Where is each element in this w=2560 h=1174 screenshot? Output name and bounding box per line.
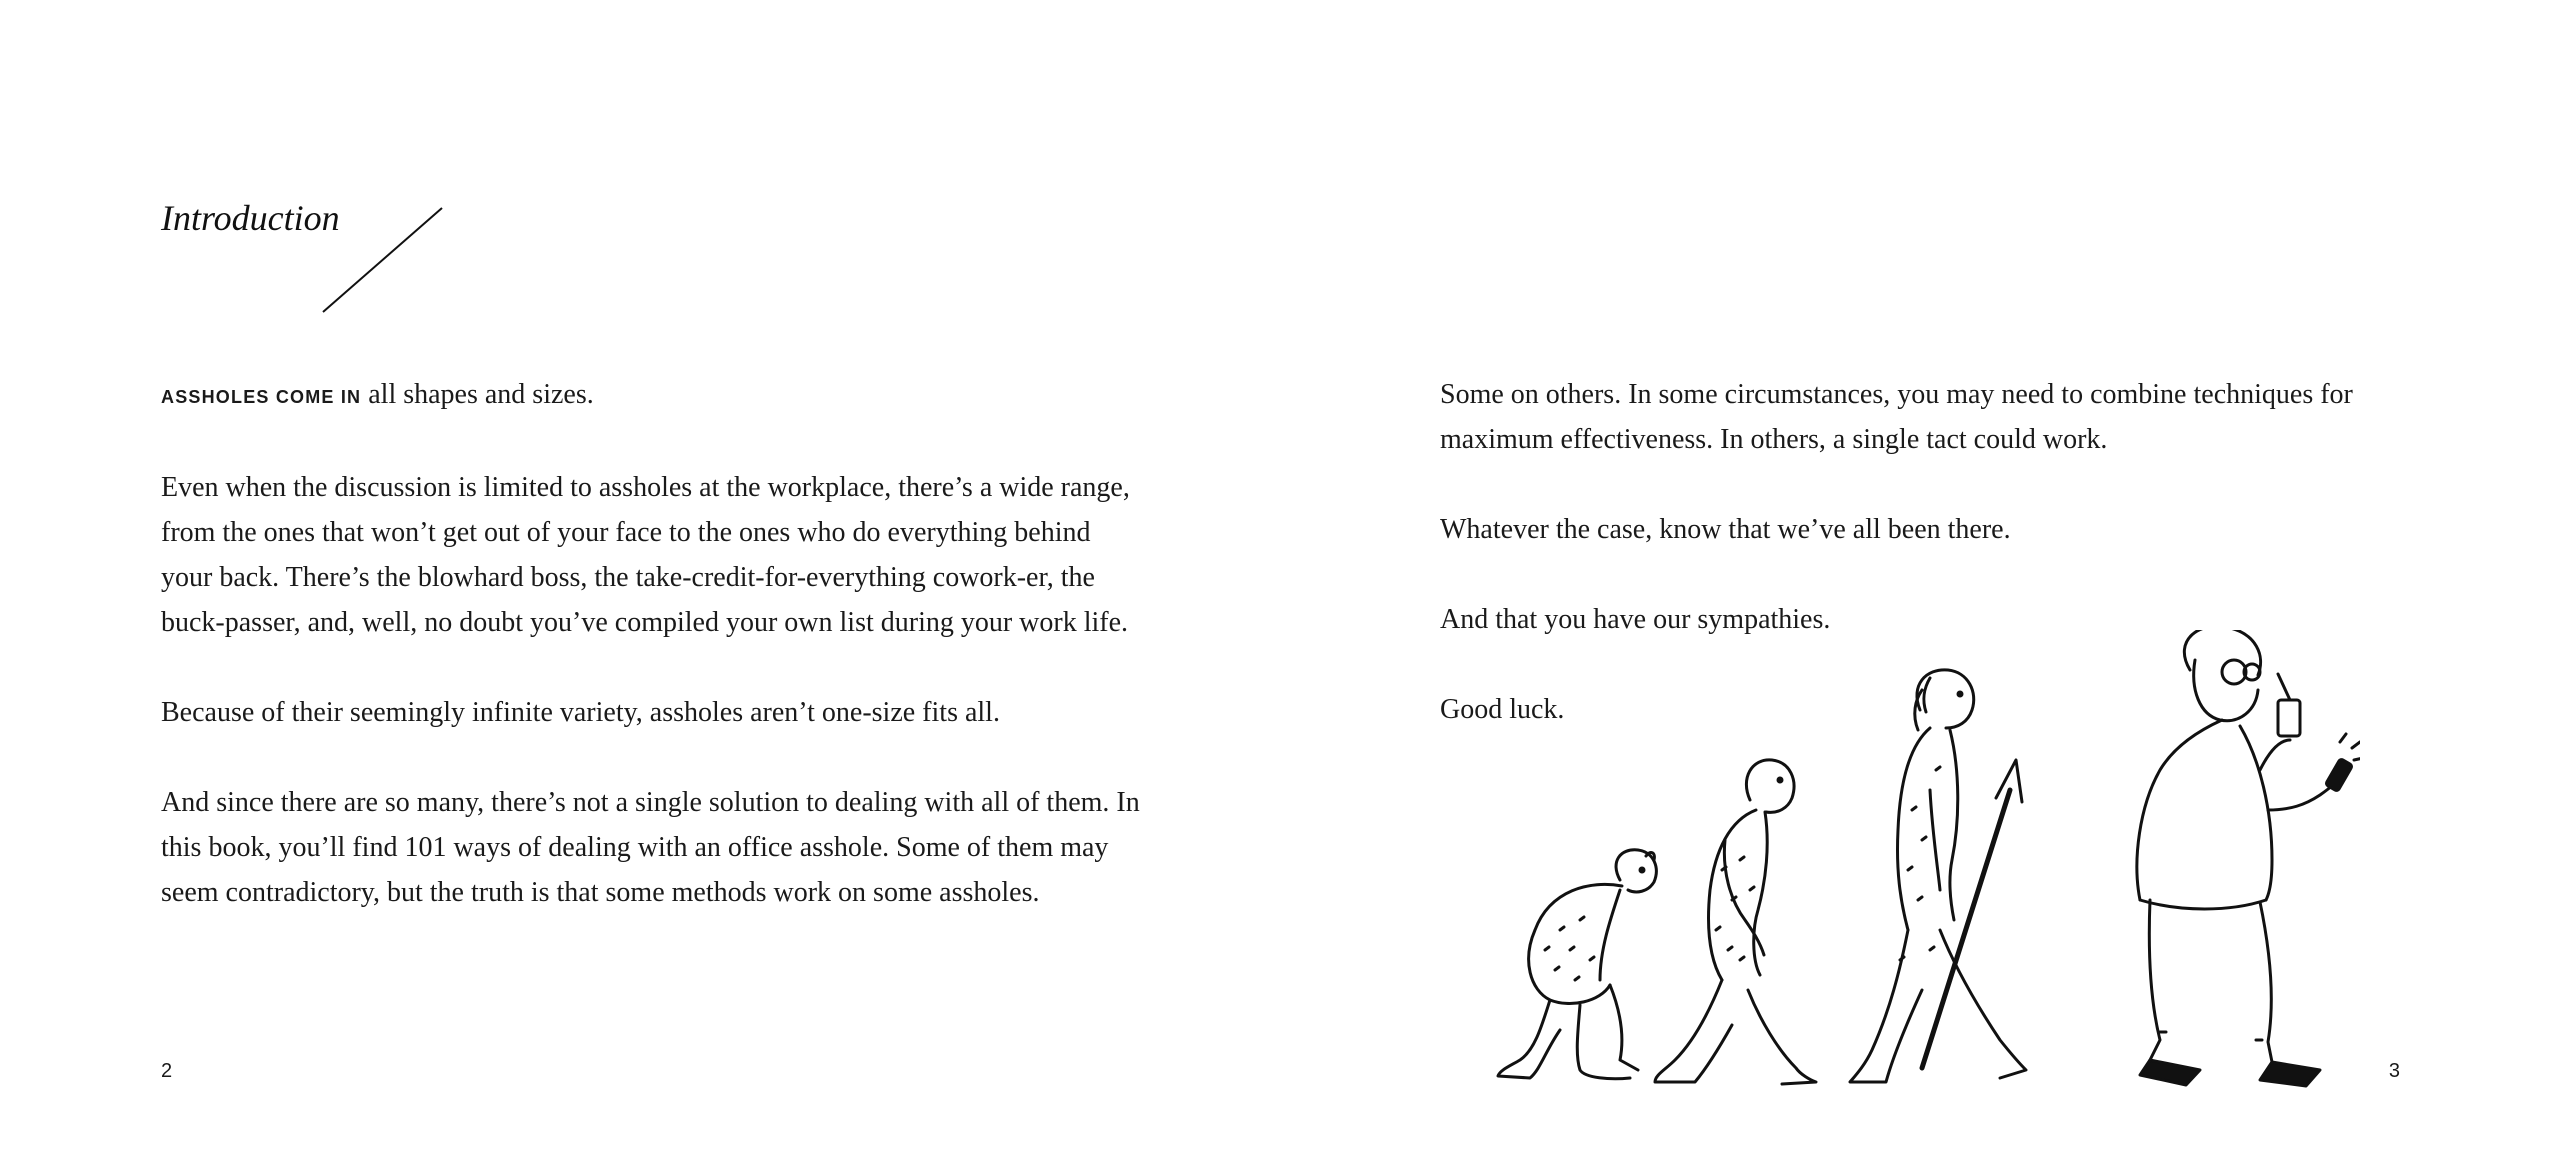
- evolution-illustration: [1460, 630, 2360, 1100]
- title-slash-rule: [320, 205, 445, 315]
- chapter-title: Introduction: [161, 198, 340, 238]
- opening-smallcaps: ASSHOLES COME IN: [161, 387, 362, 407]
- opening-rest: all shapes and sizes.: [361, 379, 594, 410]
- page-number-right: 3: [2388, 1060, 2400, 1082]
- ape-figure: [1498, 850, 1656, 1079]
- body-paragraph: Good luck.: [1440, 694, 1565, 725]
- right-page: [1280, 0, 2560, 1174]
- left-body-text: [161, 372, 1141, 960]
- body-paragraph: And that you have our sympathies.: [1440, 604, 1831, 635]
- body-paragraph: Even when the discussion is limited to assholes at the workplace, there’s a wide range, from the ones that won’t get out of your face to the ones who do everything behind your back. There’s the blowhard boss, the take-credit-for-everything cowork-er, the buck-passer, and, well, no doubt you’ve compiled your own list during your work life.: [161, 472, 1130, 638]
- page-number-left: 2: [161, 1060, 173, 1082]
- opening-paragraph: [161, 372, 1141, 420]
- body-paragraph: And since there are so many, there’s not a single solution to dealing with all of them. In this book, you’ll find 101 ways of dealing with an office asshole. Some of them may seem contradictory, but the truth is that some methods work on some assholes.: [161, 787, 1140, 908]
- body-paragraph: Some on others. In some circumstances, you may need to combine techniques for maximum effectiveness. In others, a single tact could work.: [1440, 379, 2353, 455]
- early-hominid-figure: [1655, 760, 1816, 1084]
- body-paragraph: Because of their seemingly infinite variety, assholes aren’t one-size fits all.: [161, 697, 1000, 728]
- body-paragraph: Whatever the case, know that we’ve all been there.: [1440, 514, 2011, 545]
- caveman-figure: [1850, 670, 2026, 1082]
- office-worker-figure: [2137, 630, 2360, 1086]
